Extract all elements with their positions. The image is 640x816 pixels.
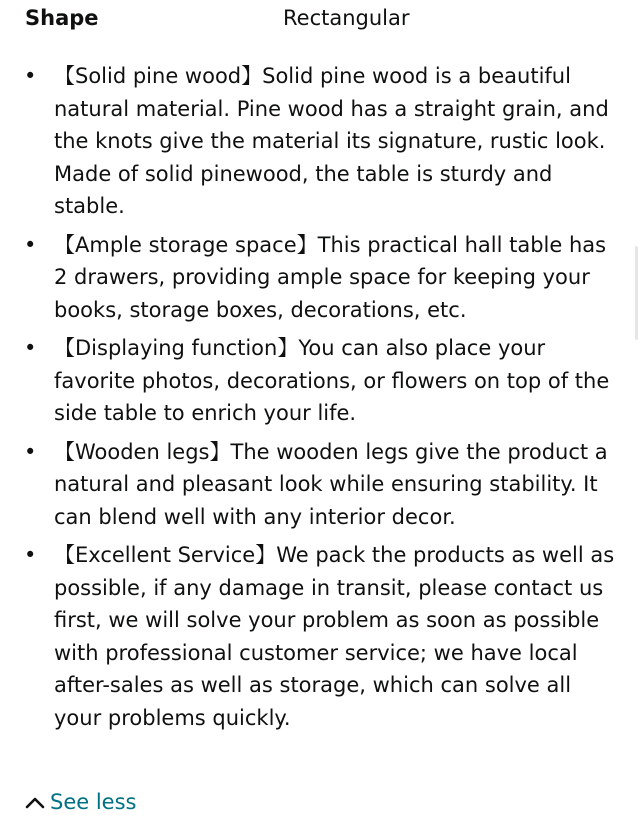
- feature-bullet-list: [0, 60, 630, 740]
- scrollbar-thumb[interactable]: [635, 246, 638, 340]
- spec-label: Shape: [25, 6, 99, 30]
- feature-bullet-text: 【Excellent Service】We pack the products as well as possible, if any damage in transit, please contact us first, we will solve your problem as soon as possible with professional customer service; we have local after-sales as well as storage, which can solve all your problems quickly.: [54, 543, 615, 730]
- feature-bullet: [0, 332, 630, 430]
- feature-bullet: [0, 60, 630, 223]
- bullet-dot-icon: •: [24, 543, 37, 567]
- feature-bullet-text: 【Wooden legs】The wooden legs give the product a natural and pleasant look while ensuring stability. It can blend well with any interior decor.: [54, 439, 608, 529]
- spec-value: Rectangular: [283, 6, 410, 30]
- spec-row-shape: [25, 4, 625, 34]
- feature-bullet: [0, 436, 630, 534]
- feature-bullet-text: 【Ample storage space】This practical hall table has 2 drawers, providing ample space for keeping your books, storage boxes, decorations, etc.: [54, 232, 607, 322]
- feature-bullet-text: 【Displaying function】You can also place your favorite photos, decorations, or flowers on top of the side table to enrich your life.: [54, 336, 610, 425]
- bullet-dot-icon: •: [24, 439, 37, 464]
- feature-bullet: [0, 229, 630, 327]
- feature-bullet-text: 【Solid pine wood】Solid pine wood is a beautiful natural material. Pine wood has a straight grain, and the knots give the material its signature, rustic look. Made of solid pinewood, the table is sturdy and stable.: [54, 64, 609, 218]
- bullet-dot-icon: •: [24, 232, 37, 257]
- bullet-dot-icon: •: [24, 336, 37, 360]
- bullet-dot-icon: •: [24, 64, 37, 88]
- feature-bullet: [0, 539, 630, 734]
- chevron-up-icon: [24, 794, 46, 810]
- see-less-label: See less: [50, 790, 137, 814]
